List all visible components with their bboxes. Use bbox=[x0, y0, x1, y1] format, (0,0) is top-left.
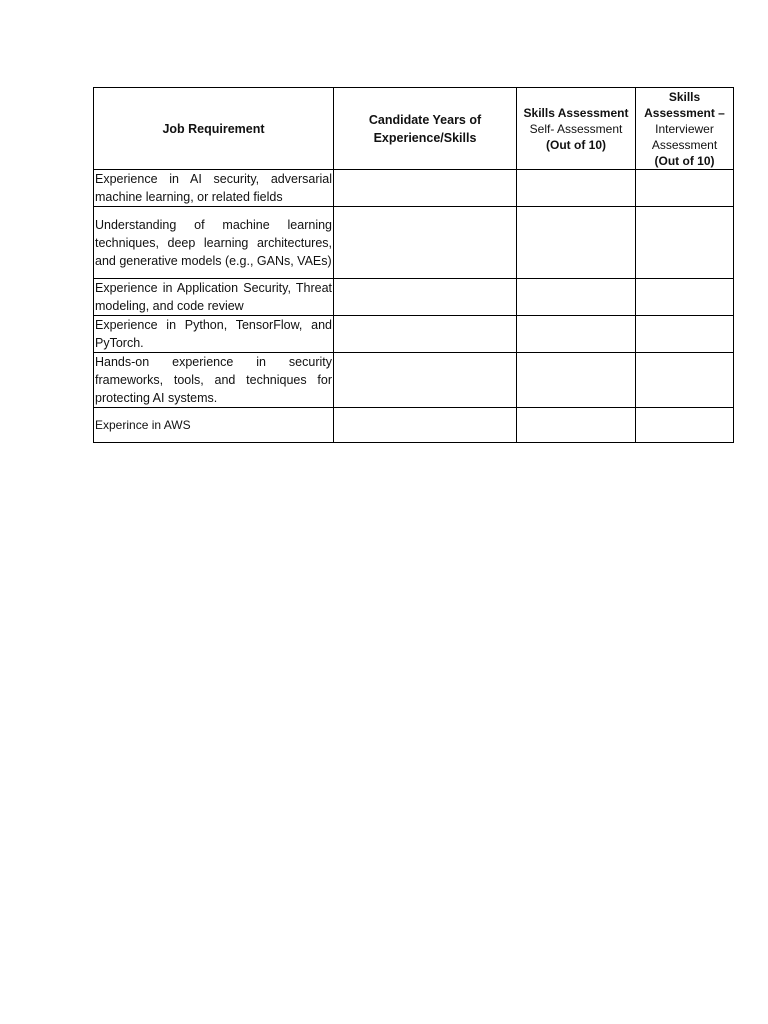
header-self-scale: (Out of 10) bbox=[546, 137, 606, 152]
header-interviewer-title: Skills Assessment – bbox=[644, 89, 725, 120]
requirement-cell: Experience in Application Security, Threat modeling, and code review bbox=[94, 279, 334, 316]
table-row bbox=[94, 316, 734, 353]
table-header-row bbox=[94, 88, 734, 170]
header-candidate-years-text: Candidate Years of Experience/Skills bbox=[368, 112, 482, 145]
header-job-requirement bbox=[94, 88, 334, 170]
header-self-sub: Self- Assessment bbox=[529, 121, 623, 136]
self-assessment-cell[interactable] bbox=[517, 279, 636, 316]
interviewer-assessment-cell[interactable] bbox=[636, 279, 734, 316]
header-candidate-years bbox=[334, 88, 517, 170]
years-cell[interactable] bbox=[334, 316, 517, 353]
header-interviewer-scale: (Out of 10) bbox=[654, 153, 715, 168]
requirement-cell: Experience in AI security, adversarial machine learning, or related fields bbox=[94, 170, 334, 207]
interviewer-assessment-cell[interactable] bbox=[636, 207, 734, 279]
header-job-requirement-text: Job Requirement bbox=[162, 121, 265, 136]
requirement-cell: Experince in AWS bbox=[94, 408, 334, 443]
table-row bbox=[94, 353, 734, 408]
years-cell[interactable] bbox=[334, 279, 517, 316]
header-self-title: Skills Assessment bbox=[523, 105, 629, 120]
requirement-cell: Understanding of machine learning techniques, deep learning architectures, and generative models (e.g., GANs, VAEs) bbox=[94, 207, 334, 279]
interviewer-assessment-cell[interactable] bbox=[636, 408, 734, 443]
requirement-cell: Experience in Python, TensorFlow, and PyTorch. bbox=[94, 316, 334, 353]
self-assessment-cell[interactable] bbox=[517, 170, 636, 207]
header-interviewer-sub: Interviewer Assessment bbox=[651, 121, 718, 152]
interviewer-assessment-cell[interactable] bbox=[636, 170, 734, 207]
years-cell[interactable] bbox=[334, 353, 517, 408]
table-row bbox=[94, 207, 734, 279]
self-assessment-cell[interactable] bbox=[517, 316, 636, 353]
header-interviewer-assessment bbox=[636, 88, 734, 170]
header-self-assessment bbox=[517, 88, 636, 170]
self-assessment-cell[interactable] bbox=[517, 353, 636, 408]
requirement-cell: Hands-on experience in security frameworks, tools, and techniques for protecting AI systems. bbox=[94, 353, 334, 408]
interviewer-assessment-cell[interactable] bbox=[636, 353, 734, 408]
table-row bbox=[94, 279, 734, 316]
table-row bbox=[94, 408, 734, 443]
table-row bbox=[94, 170, 734, 207]
self-assessment-cell[interactable] bbox=[517, 408, 636, 443]
skills-assessment-table bbox=[93, 87, 734, 443]
years-cell[interactable] bbox=[334, 408, 517, 443]
years-cell[interactable] bbox=[334, 170, 517, 207]
interviewer-assessment-cell[interactable] bbox=[636, 316, 734, 353]
years-cell[interactable] bbox=[334, 207, 517, 279]
self-assessment-cell[interactable] bbox=[517, 207, 636, 279]
